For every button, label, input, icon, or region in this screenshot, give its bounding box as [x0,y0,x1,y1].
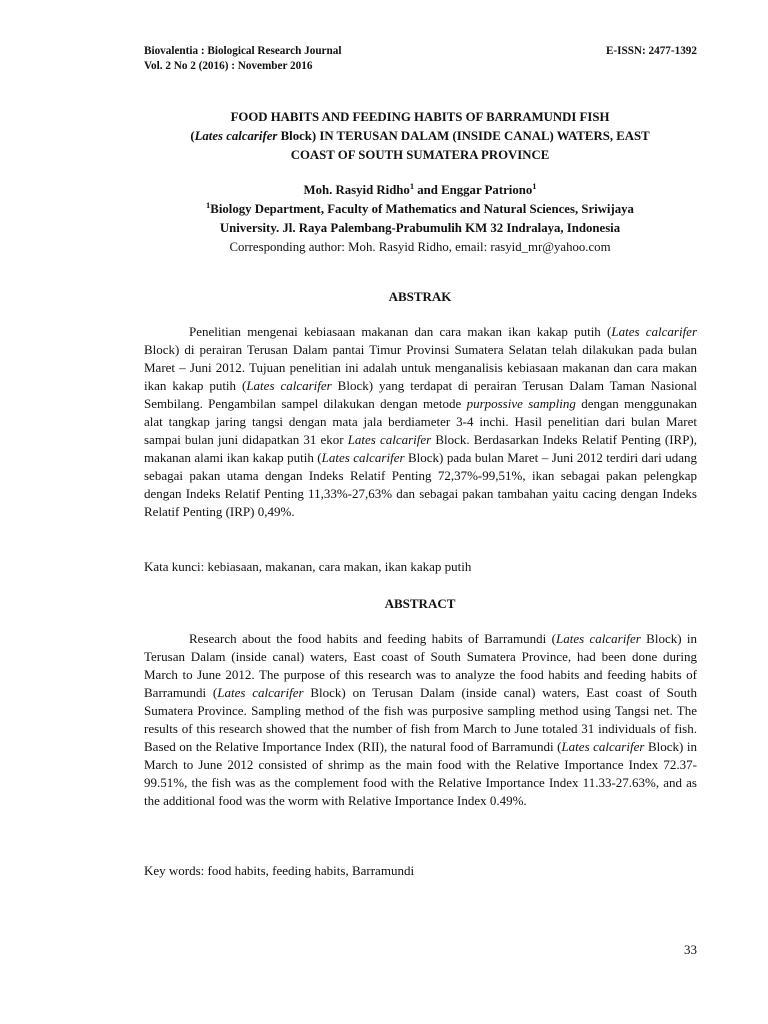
title-line-1: FOOD HABITS AND FEEDING HABITS OF BARRAMUNDI FISH [230,110,610,124]
title-line-3: COAST OF SOUTH SUMATERA PROVINCE [290,148,550,162]
abstrak-body: Penelitian mengenai kebiasaan makanan dan cara makan ikan kakap putih (Lates calcarifer Block) di perairan Terusan Dalam pantai Timur Provinsi Sumatera Selatan telah dilakukan pada bulan Maret – Juni 2012. Tujuan penelitian ini adalah untuk menganalisis kebiasaan makanan dan cara makan ikan kakap putih (Lates calcarifer Block) yang terdapat di perairan Terusan Dalam Taman Nasional Sembilang. Pengambilan sampel dilakukan dengan metode purpossive sampling dengan menggunakan alat tangkap jaring tangsi dengan mata jala berdiameter 3-4 inchi. Hasil penelitian dari bulan Maret sampai bulan juni didapatkan 31 ekor Lates calcarifer Block. Berdasarkan Indeks Relatif Penting (IRP), makanan alami ikan kakap putih (Lates calcarifer Block) pada bulan Maret – Juni 2012 terdiri dari udang sebagai pakan utama dengan Indeks Relatif Penting 72,37%-99,51%, ikan sebagai pakan pelengkap dengan Indeks Relatif Penting 11,33%-27,63% dan sebagai pakan tambahan yaitu cacing dengan Indeks Relatif Penting (IRP) 0,49%. [144,324,698,519]
abstrak-heading: ABSTRAK [388,289,452,304]
running-header [144,44,697,74]
journal-name: Biovalentia : Biological Research Journal [144,45,342,57]
abstract-body: Research about the food habits and feeding habits of Barramundi (Lates calcarifer Block) in Terusan Dalam (inside canal) waters, East coast of South Sumatera Province, had been done during March to June 2012. The purpose of this research was to analyze the food habits and feeding habits of Barramundi (Lates calcarifer Block) on Terusan Dalam (inside canal) waters, East coast of South Sumatera Province. Sampling method of the fish was purposive sampling method using Tangsi net. The results of this research showed that the number of fish from March to June totaled 31 individuals of fish. Based on the Relative Importance Index (RII), the natural food of Barramundi (Lates calcarifer Block) in March to June 2012 consisted of shrimp as the main food with the Relative Importance Index 72.37-99.51%, the fish was as the complement food with the Relative Importance Index 11.33-27.63%, and as the additional food was the worm with Relative Importance Index 0.49%. [144,631,698,808]
title-line-2: (Lates calcarifer Block) IN TERUSAN DALAM (INSIDE CANAL) WATERS, EAST [190,129,650,143]
corresponding-author: Corresponding author: Moh. Rasyid Ridho, email: rasyid_mr@yahoo.com [229,240,611,254]
species-name: Lates calcarifer [194,129,278,143]
affiliation: $^1$Biology Department, Faculty of Mathematics and Natural Sciences, Sriwijaya University. Jl. Raya Palembang-Prabumulih KM 32 Indralaya, Indonesia [206,200,634,235]
abstract-keywords: Key words: food habits, feeding habits, Barramundi [144,863,415,878]
paper-title [140,108,700,165]
author-names: Moh. Rasyid Ridho$^1$ and Enggar Patriono$^1$ [303,181,537,197]
page-number: 33 [684,942,697,957]
journal-issn: E-ISSN: 2477-1392 [605,45,697,57]
journal-volume: Vol. 2 No 2 (2016) : November 2016 [144,60,313,72]
author-1: Moh. Rasyid Ridho [303,183,410,197]
author-block [140,181,700,257]
author-2: Enggar Patriono [441,183,533,197]
abstrak-keywords: Kata kunci: kebiasaan, makanan, cara makan, ikan kakap putih [144,559,472,574]
abstract-heading: ABSTRACT [384,596,456,611]
